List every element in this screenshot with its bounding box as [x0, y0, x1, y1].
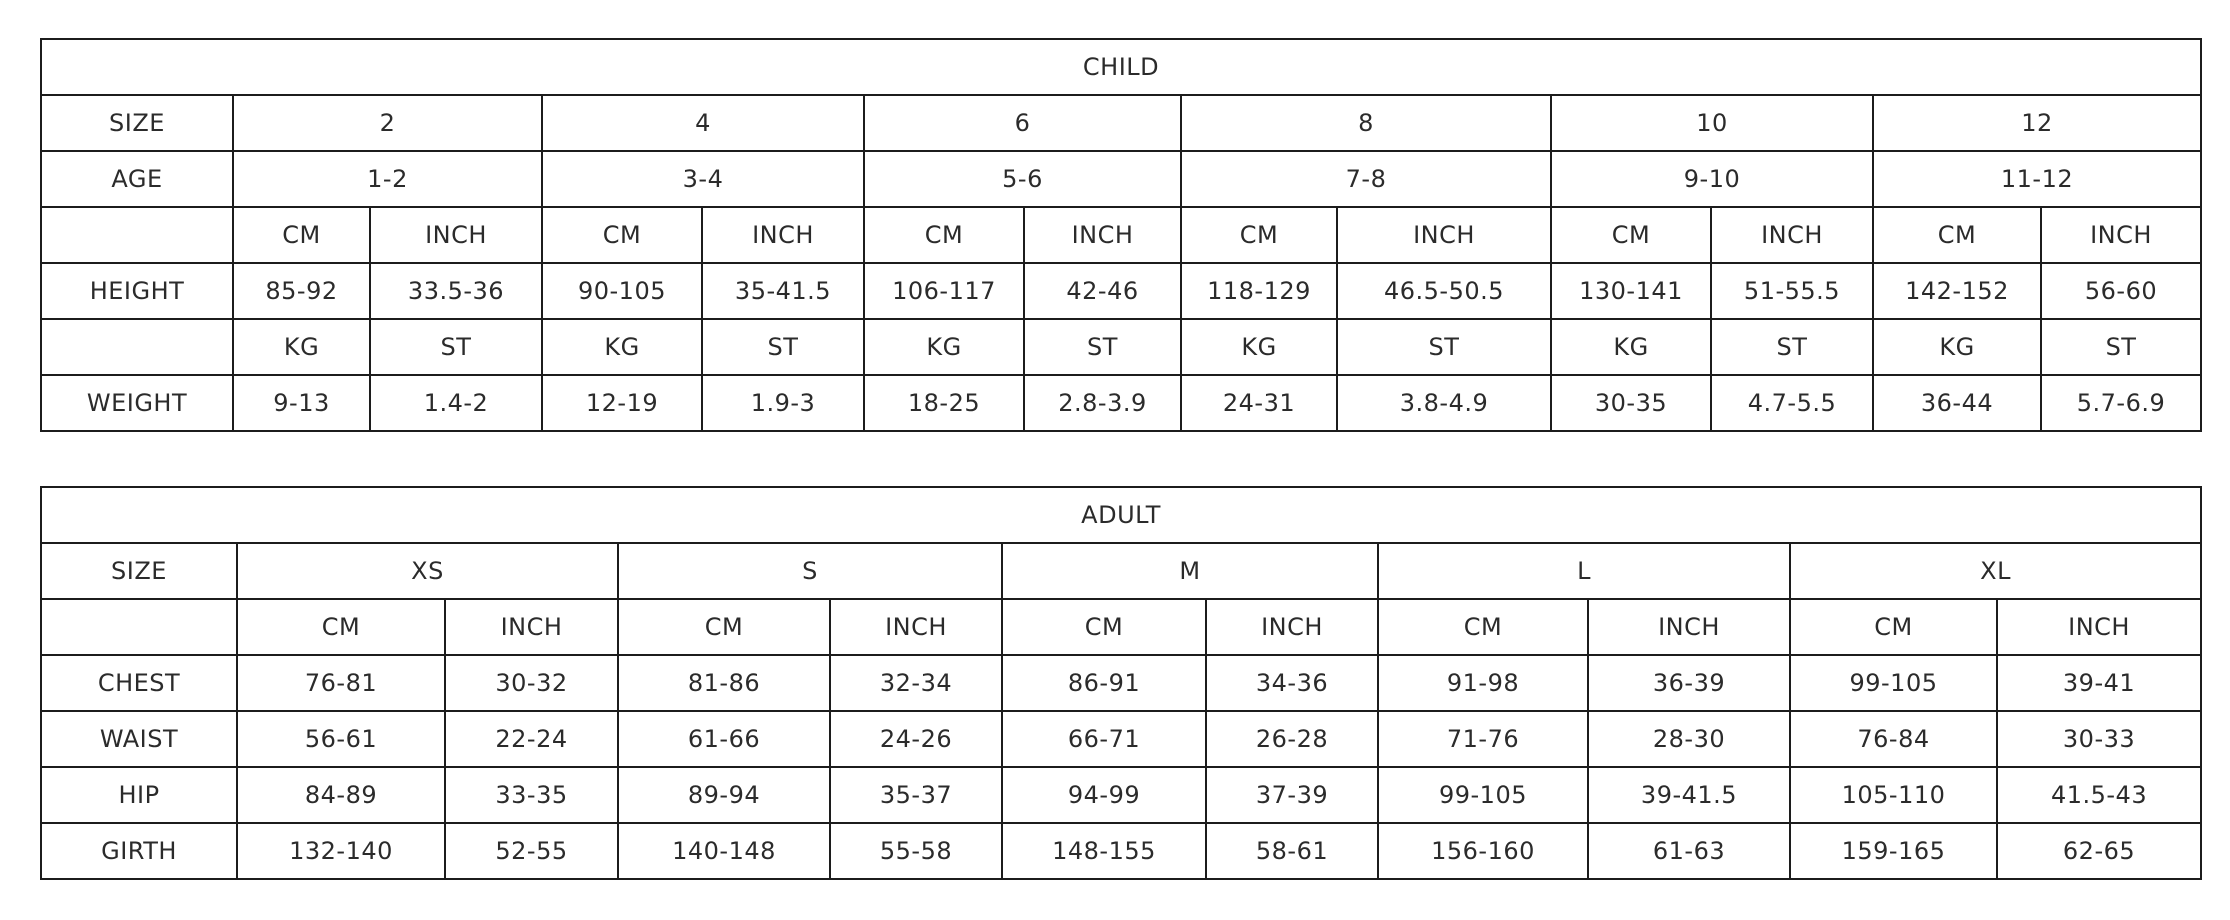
unit-header-cm: CM: [233, 207, 370, 263]
adult-size-row: [41, 543, 2201, 599]
unit-header-cm: CM: [1002, 599, 1206, 655]
weight-st-cell: 2.8-3.9: [1024, 375, 1181, 431]
measurement-cell: 24-26: [830, 711, 1002, 767]
unit-header-kg: KG: [1873, 319, 2041, 375]
child-age-value: 7-8: [1181, 151, 1551, 207]
unit-header-st: ST: [1337, 319, 1551, 375]
unit-header-inch: INCH: [830, 599, 1002, 655]
measurement-cell: 89-94: [618, 767, 830, 823]
adult-table-title: ADULT: [41, 487, 2201, 543]
height-cm-cell: 142-152: [1873, 263, 2041, 319]
weight-st-cell: 1.4-2: [370, 375, 542, 431]
unit-header-st: ST: [1024, 319, 1181, 375]
measurement-cell: 91-98: [1378, 655, 1588, 711]
measurement-cell: 56-61: [237, 711, 445, 767]
unit-header-st: ST: [2041, 319, 2201, 375]
measurement-cell: 30-32: [445, 655, 618, 711]
measurement-cell: 61-66: [618, 711, 830, 767]
measurement-cell: 30-33: [1997, 711, 2201, 767]
unit-header-cm: CM: [1181, 207, 1337, 263]
measurement-cell: 52-55: [445, 823, 618, 879]
weight-st-cell: 1.9-3: [702, 375, 864, 431]
row-label-chest: CHEST: [41, 655, 237, 711]
unit-header-cm: CM: [618, 599, 830, 655]
height-inch-cell: 33.5-36: [370, 263, 542, 319]
child-title-row: [41, 39, 2201, 95]
empty-cell: [41, 599, 237, 655]
child-age-value: 5-6: [864, 151, 1181, 207]
weight-kg-cell: 24-31: [1181, 375, 1337, 431]
measurement-cell: 61-63: [1588, 823, 1790, 879]
adult-waist-row: [41, 711, 2201, 767]
child-size-value: 4: [542, 95, 864, 151]
row-label-waist: WAIST: [41, 711, 237, 767]
child-age-value: 1-2: [233, 151, 542, 207]
adult-size-value: XS: [237, 543, 618, 599]
adult-unit-row: [41, 599, 2201, 655]
measurement-cell: 148-155: [1002, 823, 1206, 879]
adult-size-table: [40, 486, 2202, 880]
unit-header-inch: INCH: [702, 207, 864, 263]
unit-header-inch: INCH: [2041, 207, 2201, 263]
weight-kg-cell: 9-13: [233, 375, 370, 431]
unit-header-inch: INCH: [370, 207, 542, 263]
row-label-girth: GIRTH: [41, 823, 237, 879]
unit-header-inch: INCH: [1588, 599, 1790, 655]
measurement-cell: 28-30: [1588, 711, 1790, 767]
measurement-cell: 156-160: [1378, 823, 1588, 879]
unit-header-st: ST: [370, 319, 542, 375]
child-size-table: [40, 38, 2202, 432]
child-age-value: 3-4: [542, 151, 864, 207]
child-age-value: 9-10: [1551, 151, 1873, 207]
measurement-cell: 159-165: [1790, 823, 1997, 879]
child-size-value: 8: [1181, 95, 1551, 151]
measurement-cell: 140-148: [618, 823, 830, 879]
weight-st-cell: 5.7-6.9: [2041, 375, 2201, 431]
row-label-hip: HIP: [41, 767, 237, 823]
child-height-unit-row: [41, 207, 2201, 263]
measurement-cell: 99-105: [1790, 655, 1997, 711]
row-label-height: HEIGHT: [41, 263, 233, 319]
weight-kg-cell: 36-44: [1873, 375, 2041, 431]
measurement-cell: 132-140: [237, 823, 445, 879]
unit-header-st: ST: [1711, 319, 1873, 375]
empty-cell: [41, 207, 233, 263]
measurement-cell: 81-86: [618, 655, 830, 711]
height-inch-cell: 56-60: [2041, 263, 2201, 319]
unit-header-kg: KG: [1181, 319, 1337, 375]
row-label-size: SIZE: [41, 543, 237, 599]
measurement-cell: 62-65: [1997, 823, 2201, 879]
child-size-value: 2: [233, 95, 542, 151]
height-cm-cell: 90-105: [542, 263, 702, 319]
unit-header-kg: KG: [233, 319, 370, 375]
measurement-cell: 39-41: [1997, 655, 2201, 711]
weight-kg-cell: 30-35: [1551, 375, 1711, 431]
adult-chest-row: [41, 655, 2201, 711]
unit-header-kg: KG: [864, 319, 1024, 375]
unit-header-inch: INCH: [1997, 599, 2201, 655]
height-cm-cell: 106-117: [864, 263, 1024, 319]
measurement-cell: 76-81: [237, 655, 445, 711]
measurement-cell: 86-91: [1002, 655, 1206, 711]
child-weight-row: [41, 375, 2201, 431]
height-inch-cell: 42-46: [1024, 263, 1181, 319]
measurement-cell: 41.5-43: [1997, 767, 2201, 823]
height-inch-cell: 51-55.5: [1711, 263, 1873, 319]
child-height-row: [41, 263, 2201, 319]
weight-kg-cell: 18-25: [864, 375, 1024, 431]
unit-header-inch: INCH: [1024, 207, 1181, 263]
measurement-cell: 84-89: [237, 767, 445, 823]
unit-header-cm: CM: [1378, 599, 1588, 655]
child-size-value: 10: [1551, 95, 1873, 151]
weight-kg-cell: 12-19: [542, 375, 702, 431]
adult-size-value: M: [1002, 543, 1378, 599]
child-age-value: 11-12: [1873, 151, 2201, 207]
row-label-age: AGE: [41, 151, 233, 207]
row-label-weight: WEIGHT: [41, 375, 233, 431]
measurement-cell: 34-36: [1206, 655, 1378, 711]
child-table-title: CHILD: [41, 39, 2201, 95]
adult-girth-row: [41, 823, 2201, 879]
unit-header-inch: INCH: [445, 599, 618, 655]
measurement-cell: 32-34: [830, 655, 1002, 711]
measurement-cell: 37-39: [1206, 767, 1378, 823]
measurement-cell: 76-84: [1790, 711, 1997, 767]
height-inch-cell: 46.5-50.5: [1337, 263, 1551, 319]
measurement-cell: 66-71: [1002, 711, 1206, 767]
unit-header-cm: CM: [542, 207, 702, 263]
measurement-cell: 99-105: [1378, 767, 1588, 823]
measurement-cell: 36-39: [1588, 655, 1790, 711]
measurement-cell: 35-37: [830, 767, 1002, 823]
empty-cell: [41, 319, 233, 375]
child-age-row: [41, 151, 2201, 207]
unit-header-st: ST: [702, 319, 864, 375]
measurement-cell: 105-110: [1790, 767, 1997, 823]
measurement-cell: 39-41.5: [1588, 767, 1790, 823]
unit-header-cm: CM: [864, 207, 1024, 263]
child-size-value: 12: [1873, 95, 2201, 151]
measurement-cell: 94-99: [1002, 767, 1206, 823]
unit-header-cm: CM: [1790, 599, 1997, 655]
unit-header-cm: CM: [1551, 207, 1711, 263]
unit-header-kg: KG: [542, 319, 702, 375]
height-inch-cell: 35-41.5: [702, 263, 864, 319]
adult-hip-row: [41, 767, 2201, 823]
measurement-cell: 22-24: [445, 711, 618, 767]
adult-size-value: L: [1378, 543, 1790, 599]
child-size-row: [41, 95, 2201, 151]
unit-header-inch: INCH: [1206, 599, 1378, 655]
unit-header-inch: INCH: [1711, 207, 1873, 263]
measurement-cell: 71-76: [1378, 711, 1588, 767]
height-cm-cell: 85-92: [233, 263, 370, 319]
unit-header-inch: INCH: [1337, 207, 1551, 263]
child-size-value: 6: [864, 95, 1181, 151]
unit-header-kg: KG: [1551, 319, 1711, 375]
weight-st-cell: 3.8-4.9: [1337, 375, 1551, 431]
child-weight-unit-row: [41, 319, 2201, 375]
height-cm-cell: 130-141: [1551, 263, 1711, 319]
row-label-size: SIZE: [41, 95, 233, 151]
measurement-cell: 55-58: [830, 823, 1002, 879]
measurement-cell: 58-61: [1206, 823, 1378, 879]
measurement-cell: 33-35: [445, 767, 618, 823]
weight-st-cell: 4.7-5.5: [1711, 375, 1873, 431]
adult-size-value: S: [618, 543, 1002, 599]
unit-header-cm: CM: [1873, 207, 2041, 263]
height-cm-cell: 118-129: [1181, 263, 1337, 319]
measurement-cell: 26-28: [1206, 711, 1378, 767]
adult-title-row: [41, 487, 2201, 543]
unit-header-cm: CM: [237, 599, 445, 655]
adult-size-value: XL: [1790, 543, 2201, 599]
